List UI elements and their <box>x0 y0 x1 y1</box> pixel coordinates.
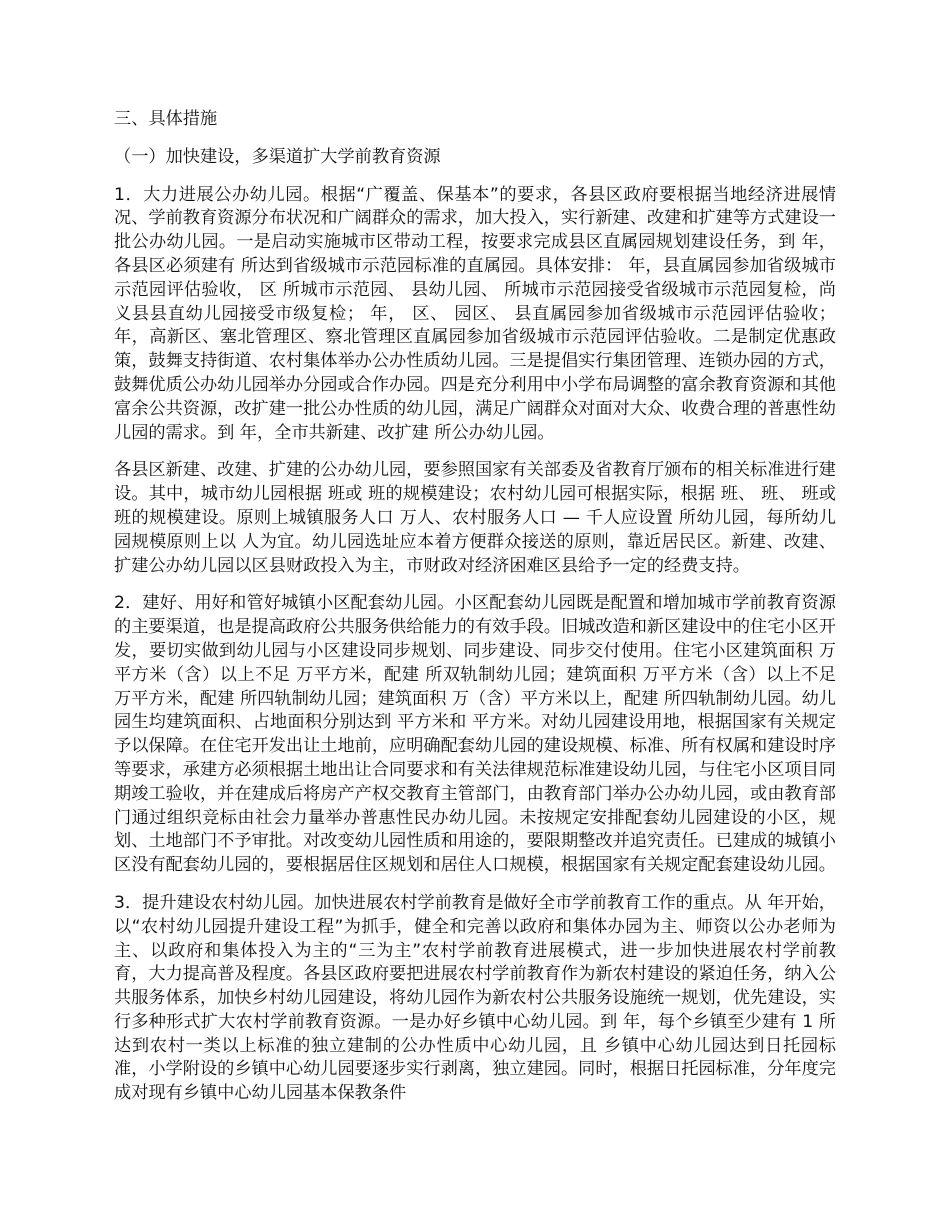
paragraph-public-kindergartens: 1．大力进展公办幼儿园。根据“广覆盖、保基本”的要求，各县区政府要根据当地经济进展情况、学前教育资源分布状况和广阔群众的需求，加大投入，实行新建、改建和扩建等方式建设一批公办幼儿园。一是启动实施城市区带动工程，按要求完成县区直属园规划建设任务，到 年，各县区必须建有 所达到省级城市示范园标准的直属园。具体安排： 年，县直属园参加省级城市示范园评估验收， 区 所城市示范园、 县幼儿园、 所城市示范园接受省级城市示范园复检，尚义县县直幼儿园接受市级复检； 年， 区、 园区、 县直属园参加省级城市示范园评估验收； 年，高新区、塞北管理区、察北管理区直属园参加省级城市示范园评估验收。二是制定优惠政策，鼓舞支持街道、农村集体举办公办性质幼儿园。三是提倡实行集团管理、连锁办园的方式，鼓舞优质公办幼儿园举办分园或合作办园。四是充分利用中小学布局调整的富余教育资源和其他富余公共资源，改扩建一批公办性质的幼儿园，满足广阔群众对面对大众、收费合理的普惠性幼儿园的需求。到 年，全市共新建、改扩建 所公办幼儿园。 <box>114 184 836 443</box>
paragraph-community-kindergartens: 2．建好、用好和管好城镇小区配套幼儿园。小区配套幼儿园既是配置和增加城市学前教育资源的主要渠道，也是提高政府公共服务供给能力的有效手段。旧城改造和新区建设中的住宅小区开发，要切实做到幼儿园与小区建设同步规划、同步建设、同步交付使用。住宅小区建筑面积 万平方米（含）以上不足 万平方米，配建 所双轨制幼儿园；建筑面积 万平方米（含）以上不足 万平方米，配建 所四轨制幼儿园；建筑面积 万（含）平方米以上，配建 所四轨制幼儿园。幼儿园生均建筑面积、占地面积分别达到 平方米和 平方米。对幼儿园建设用地，根据国家有关规定予以保障。在住宅开发出让土地前，应明确配套幼儿园的建设规模、标准、所有权属和建设时序等要求，承建方必须根据土地出让合同要求和有关法律规范标准建设幼儿园，与住宅小区项目同期竣工验收，并在建成后将房产产权交教育主管部门，由教育部门举办公办幼儿园，或由教育部门通过组织竞标由社会力量举办普惠性民办幼儿园。未按规定安排配套幼儿园建设的小区，规划、土地部门不予审批。对改变幼儿园性质和用途的，要限期整改并追究责任。已建成的城镇小区没有配套幼儿园的，要根据居住区规划和居住人口规模，根据国家有关规定配套建设幼儿园。 <box>114 593 836 876</box>
paragraph-rural-kindergartens: 3．提升建设农村幼儿园。加快进展农村学前教育是做好全市学前教育工作的重点。从 年开始，以“农村幼儿园提升建设工程”为抓手，健全和完善以政府和集体办园为主、师资以公办老师为主、以政府和集体投入为主的“三为主”农村学前教育进展模式，进一步加快进展农村学前教育，大力提高普及程度。各县区政府要把进展农村学前教育作为新农村建设的紧迫任务，纳入公共服务体系，加快乡村幼儿园建设，将幼儿园作为新农村公共服务设施统一规划，优先建设，实行多种形式扩大农村学前教育资源。一是办好乡镇中心幼儿园。到 年，每个乡镇至少建有 1 所达到农村一类以上标准的独立建制的公办性质中心幼儿园，且 乡镇中心幼儿园达到日托园标准，小学附设的乡镇中心幼儿园要逐步实行剥离，独立建园。同时，根据日托园标准，分年度完成对现有乡镇中心幼儿园基本保教条件 <box>114 892 836 1104</box>
section-heading: 三、具体措施 <box>114 109 218 129</box>
document-body <box>114 108 836 1120</box>
subsection-heading: （一）加快建设，多渠道扩大学前教育资源 <box>114 146 441 167</box>
paragraph-construction-standards: 各县区新建、改建、扩建的公办幼儿园，要参照国家有关部委及省教育厅颁布的相关标准进行建设。其中，城市幼儿园根据 班或 班的规模建设；农村幼儿园可根据实际，根据 班、 班、 班或 班的规模建设。原则上城镇服务人口 万人、农村服务人口 — 千人应设置 所幼儿园，每所幼儿园规模原则上以 人为宜。幼儿园选址应本着方便群众接送的原则，靠近居民区。新建、改建、扩建公办幼儿园以区县财政投入为主，市财政对经济困难区县给予一定的经费支持。 <box>114 460 836 576</box>
